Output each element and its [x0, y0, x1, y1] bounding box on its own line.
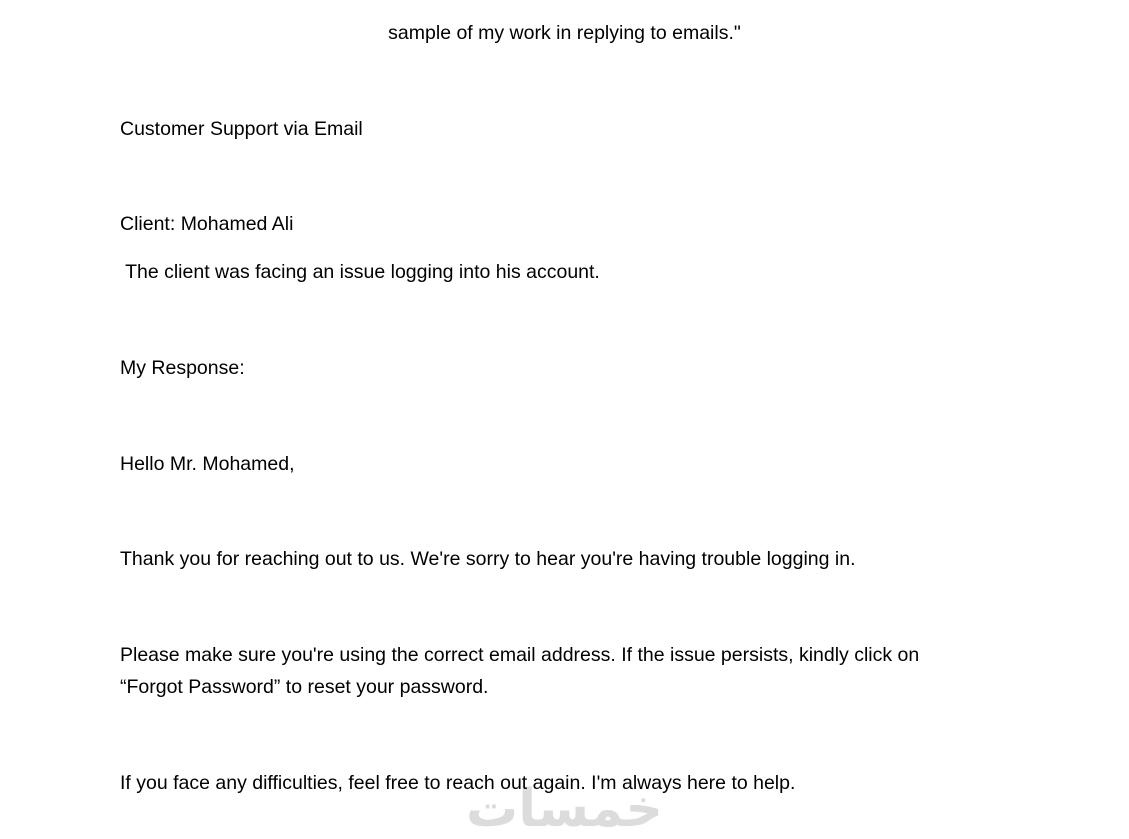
- greeting-line: Hello Mr. Mohamed,: [120, 453, 295, 475]
- section-title: Customer Support via Email: [120, 118, 363, 140]
- paragraph-thanks: Thank you for reaching out to us. We're sorry to hear you're having trouble logging in.: [120, 548, 856, 570]
- khamsat-watermark: خمسات: [465, 779, 664, 839]
- client-issue-line: The client was facing an issue logging into his account.: [120, 261, 600, 283]
- paragraph-closing: If you face any difficulties, feel free to reach out again. I'm always here to help.: [120, 772, 796, 794]
- client-name-line: Client: Mohamed Ali: [120, 213, 294, 235]
- intro-continuation-line: sample of my work in replying to emails.": [388, 22, 741, 44]
- paragraph-instructions-line-1: Please make sure you're using the correct email address. If the issue persists, kindly click on: [120, 644, 920, 666]
- paragraph-instructions: [120, 639, 919, 703]
- paragraph-instructions-line-2: “Forgot Password” to reset your password.: [120, 676, 489, 698]
- response-label: My Response:: [120, 357, 245, 379]
